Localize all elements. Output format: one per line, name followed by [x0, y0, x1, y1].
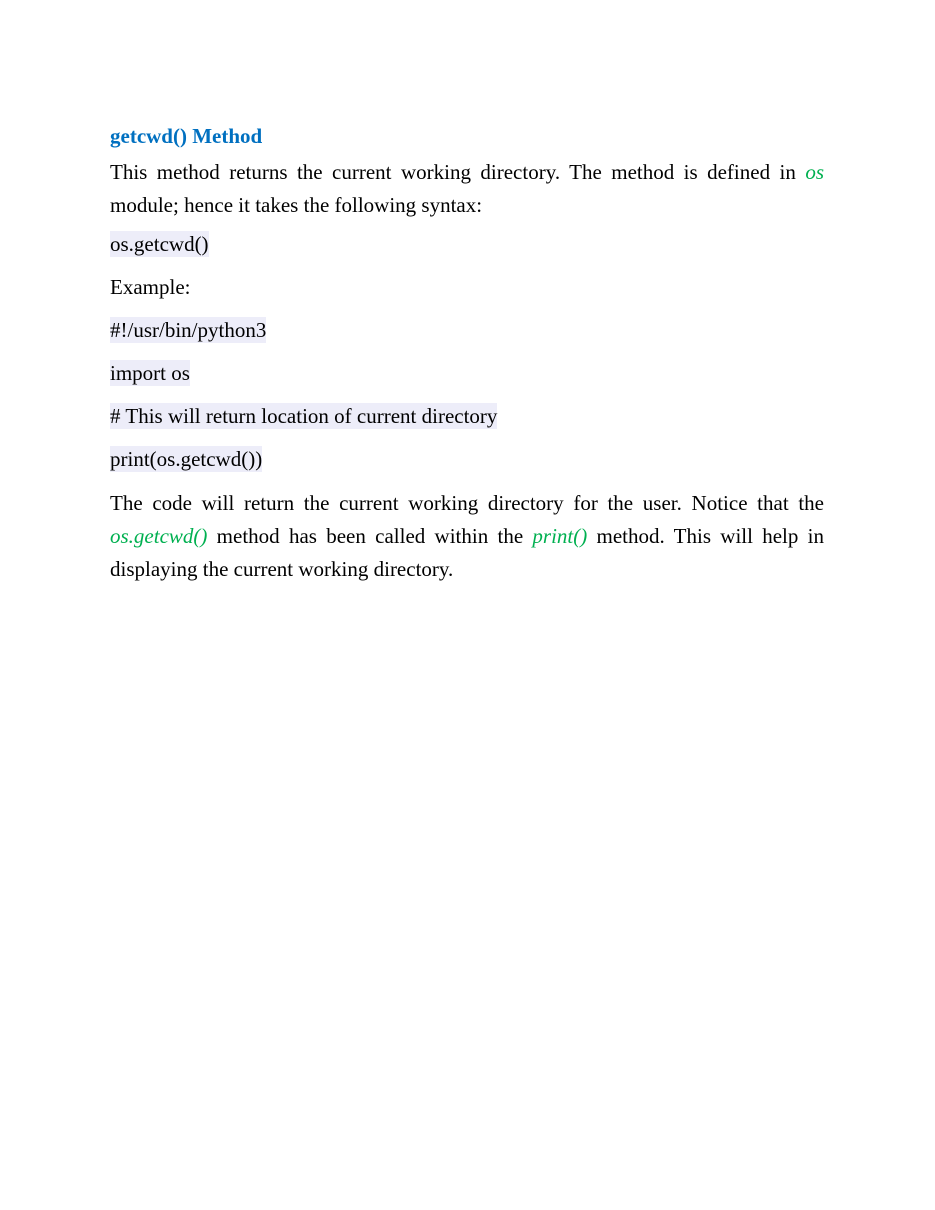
syntax-code: os.getcwd() [110, 232, 209, 256]
explanation-part2: method has been called within the [207, 524, 533, 548]
module-name: os [805, 160, 824, 184]
code-line [110, 360, 824, 387]
code-line [110, 446, 824, 473]
intro-text-after: module; hence it takes the following syntax: [110, 193, 483, 217]
explanation-part1: The code will return the current working directory for the user. Notice that the [110, 491, 824, 515]
section-heading: getcwd() Method [110, 124, 263, 148]
intro-text-before: This method returns the current working directory. The method is defined in [110, 160, 806, 184]
code-line [110, 403, 824, 430]
method-print: print() [532, 524, 588, 548]
example-label: Example: [110, 275, 191, 299]
code-text: print(os.getcwd()) [110, 447, 263, 471]
intro-paragraph [110, 156, 824, 222]
code-line [110, 317, 824, 344]
explanation-part3: method. This will help in displaying the current working directory. [110, 524, 824, 581]
code-text: import os [110, 361, 190, 385]
code-text: #!/usr/bin/python3 [110, 318, 267, 342]
document-page [110, 122, 824, 586]
syntax-line [110, 231, 824, 258]
code-text: # This will return location of current directory [110, 404, 498, 428]
method-getcwd: os.getcwd() [110, 524, 208, 548]
explanation-paragraph [110, 487, 824, 586]
